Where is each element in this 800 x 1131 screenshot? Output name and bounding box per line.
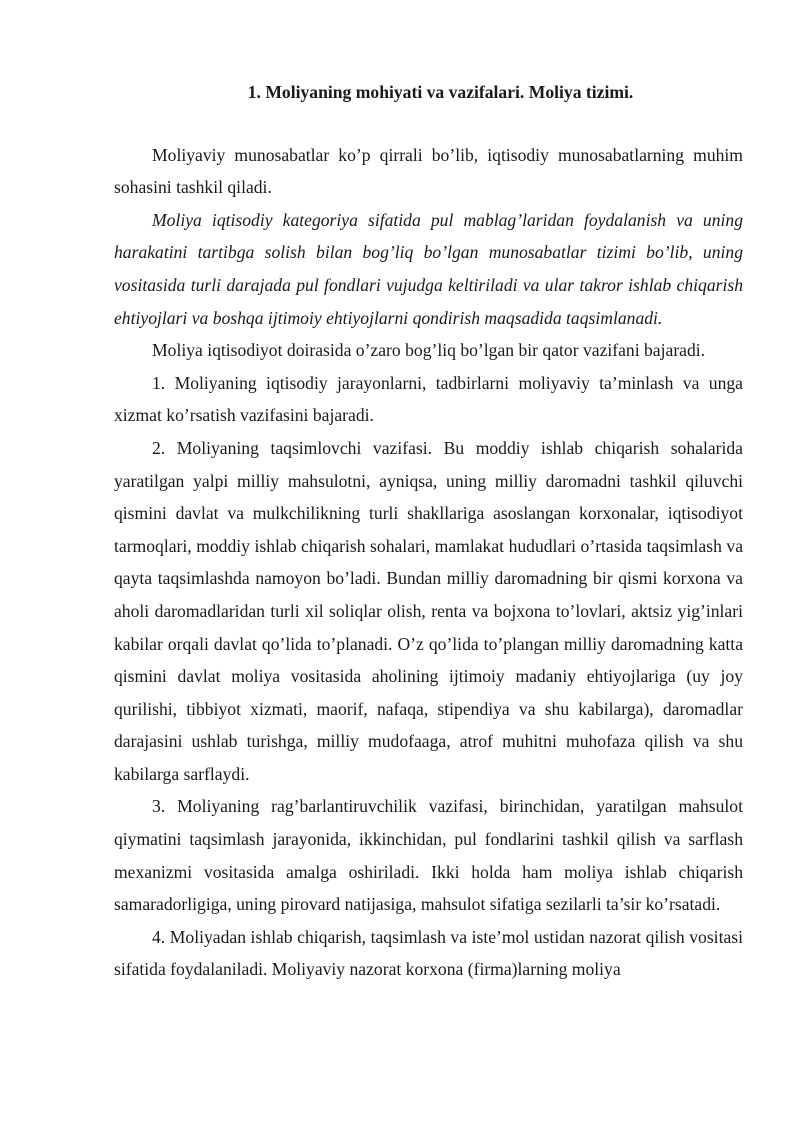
paragraph-intro: Moliyaviy munosabatlar ko’p qirrali bo’lib, iqtisodiy munosabatlarning muhim sohasini tashkil qiladi. [114,144,743,198]
paragraph-function-4: 4. Moliyadan ishlab chiqarish, taqsimlash va iste’mol ustidan nazorat qilish vositasi sifatida foydalaniladi. Moliyaviy nazorat korxona (firma)larning moliya [114,926,743,980]
paragraph-function-3: 3. Moliyaning rag’barlantiruvchilik vazifasi, birinchidan, yaratilgan mahsulot qiymatini taqsimlash jarayonida, ikkinchidan, pul fondlarini tashkil qilish va sarflash mexanizmi vositasida amalga oshiriladi. Ikki holda ham moliya ishlab chiqarish samaradorligiga, uning pirovard natijasiga, mahsulot sifatiga sezilarli ta’sir ko’rsatadi. [114,796,743,915]
document-page [114,76,743,986]
document-title: 1. Moliyaning mohiyati va vazifalari. Moliya tizimi. [247,82,634,102]
paragraph-function-1: 1. Moliyaning iqtisodiy jarayonlarni, tadbirlarni moliyaviy ta’minlash va unga xizmat ko’rsatish vazifasini bajaradi. [114,372,743,426]
paragraph-function-2: 2. Moliyaning taqsimlovchi vazifasi. Bu moddiy ishlab chiqarish sohalarida yaratilgan yalpi milliy mahsulotni, ayniqsa, uning milliy daromadni tashkil qiluvchi qismini davlat va mulkchilikning turli shakllariga asoslangan korxonalar, iqtisodiyot tarmoqlari, moddiy ishlab chiqarish sohalari, mamlakat hududlari o’rtasida taqsimlash va qayta taqsimlashda namoyon bo’ladi. Bundan milliy daromadning bir qismi korxona va aholi daromadlaridan turli xil soliqlar olish, renta va bojxona to’lovlari, aktsiz yig’inlari kabilar orqali davlat qo’lida to’planadi. O’z qo’lida to’plangan milliy daromadning katta qismini davlat moliya vositasida aholining ijtimoiy madaniy ehtiyojlariga (uy joy qurilishi, tibbiyot xizmati, maorif, nafaqa, stipendiya va shu kabilarga), daromadlar darajasini ushlab turishga, milliy mudofaaga, atrof muhitni muhofaza qilish va shu kabilarga sarflaydi. [114,437,743,784]
paragraph-definition: Moliya iqtisodiy kategoriya sifatida pul mablag’laridan foydalanish va uning harakatini tartibga solish bilan bog’liq bo’lgan munosabatlar tizimi bo’lib, uning vositasida turli darajada pul fondlari vujudga keltiriladi va ular takror ishlab chiqarish ehtiyojlari va boshqa ijtimoiy ehtiyojlarni qondirish maqsadida taqsimlanadi. [114,209,743,328]
paragraph-functions-intro: Moliya iqtisodiyot doirasida o’zaro bog’liq bo’lgan bir qator vazifani bajaradi. [152,340,706,361]
